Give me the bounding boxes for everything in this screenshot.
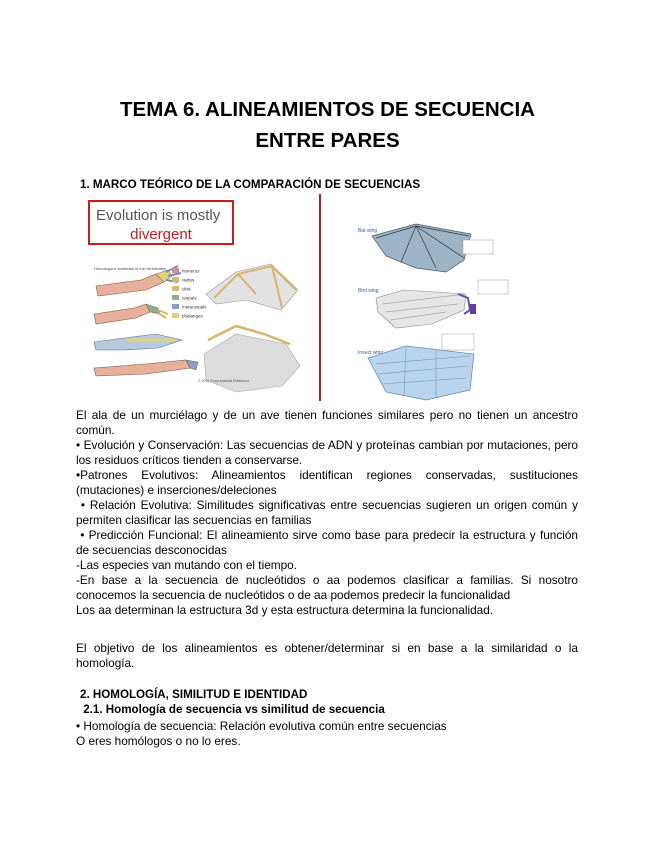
objective-text <box>76 641 578 671</box>
figure-copyright: © 2012 Encyclopædia Britannica <box>198 379 249 383</box>
paragraph-9-line-1: El objetivo de los alineamientos es obtener/determinar si en base a la similaridad o la <box>76 641 578 655</box>
paragraph-7-line-1: -En base a la secuencia de nucleótidos o aa podemos clasificar a familias. Si nosotro <box>76 573 578 587</box>
title-line-2: ENTRE PARES <box>255 129 400 152</box>
legend-label-2: radius <box>182 277 195 283</box>
legend-label-4: carpals <box>182 295 197 301</box>
bat-wing-skeleton-drawing <box>206 264 298 310</box>
legend-label-1: humerus <box>182 268 200 274</box>
paragraph-3-line-1: •Patrones Evolutivos: Alineamientos identifican regiones conservadas, sustituciones <box>76 468 578 482</box>
paragraph-9-line-2: homología. <box>76 656 135 670</box>
horse-leg-drawing <box>94 360 198 376</box>
paragraph-7-line-2: conocemos la secuencia de nucleótidos o de aa podemos predecir la funcionalidad <box>76 588 511 602</box>
section-heading-1: 1. MARCO TEÓRICO DE LA COMPARACIÓN DE SECUENCIAS <box>80 178 421 191</box>
closing-line: O eres homólogos o no lo eres. <box>76 734 241 748</box>
bullet-homologia: • Homología de secuencia: Relación evolutiva común entre secuencias <box>76 719 447 733</box>
legend-swatch-5 <box>172 304 179 309</box>
paragraph-5-line-2: de secuencias desconocidas <box>76 543 227 557</box>
paragraph-4-line-1: • Relación Evolutiva: Similitudes significativas entre secuencias sugieren un origen común y <box>76 498 578 512</box>
paragraph-2-line-1: • Evolución y Conservación: Las secuencias de ADN y proteínas cambian por mutaciones, pero <box>76 438 578 452</box>
label-bird-wing: Bird wing <box>358 288 379 294</box>
paragraph-4-line-2: permiten clasificar las secuencias en familias <box>76 513 312 527</box>
legend-label-6: phalanges <box>182 313 203 319</box>
title-line-1: TEMA 6. ALINEAMIENTOS DE SECUENCIA <box>120 98 535 121</box>
insect-wing-drawing <box>368 334 474 400</box>
bat-wing-drawing <box>372 224 493 272</box>
bird-wing-drawing <box>376 280 508 328</box>
forelimbs-heading: Homologous forelimbs of the vertebrates <box>94 266 167 271</box>
legend-swatch-2 <box>172 277 179 282</box>
homology-text <box>76 719 578 749</box>
section-heading-2-1: 2.1. Homología de secuencia vs similitud de secuencia <box>80 703 385 716</box>
body-text <box>76 408 578 618</box>
paragraph-2-line-2: los residuos críticos tienden a conservarse. <box>76 453 303 467</box>
paragraph-6: -Las especies van mutando con el tiempo. <box>76 558 297 572</box>
paragraph-3-line-2: (mutaciones) e inserciones/deleciones <box>76 483 277 497</box>
figure-divider <box>319 194 321 401</box>
page-title <box>60 94 595 156</box>
legend-label-3: ulna <box>182 286 191 292</box>
bone-legend <box>172 268 207 319</box>
legend-swatch-4 <box>172 295 179 300</box>
evolution-figure <box>86 194 556 404</box>
legend-swatch-1 <box>172 268 179 273</box>
paragraph-8: Los aa determinan la estructura 3d y esta estructura determina la funcionalidad. <box>76 603 494 617</box>
section-heading-2: 2. HOMOLOGÍA, SIMILITUD E IDENTIDAD <box>80 688 308 701</box>
evolution-text-line2: divergent <box>130 226 192 243</box>
legend-label-5: metacarpals <box>182 304 207 310</box>
paragraph-5-line-1: • Predicción Funcional: El alineamiento sirve como base para predecir la estructura y función <box>76 528 578 542</box>
legend-swatch-3 <box>172 286 179 291</box>
whale-flipper-drawing <box>94 334 182 350</box>
figure-illustration <box>86 194 556 404</box>
label-bat-wing: Bat wing <box>358 228 378 234</box>
label-insect-wing: Insect wing <box>358 350 384 356</box>
cat-leg-drawing <box>94 304 168 324</box>
legend-swatch-6 <box>172 313 179 318</box>
evolution-text-line1: Evolution is mostly <box>96 207 221 224</box>
paragraph-1-line-1: El ala de un murciélago y de un ave tienen funciones similares pero no tienen un ancestro <box>76 408 578 422</box>
paragraph-1-line-2: común. <box>76 423 115 437</box>
